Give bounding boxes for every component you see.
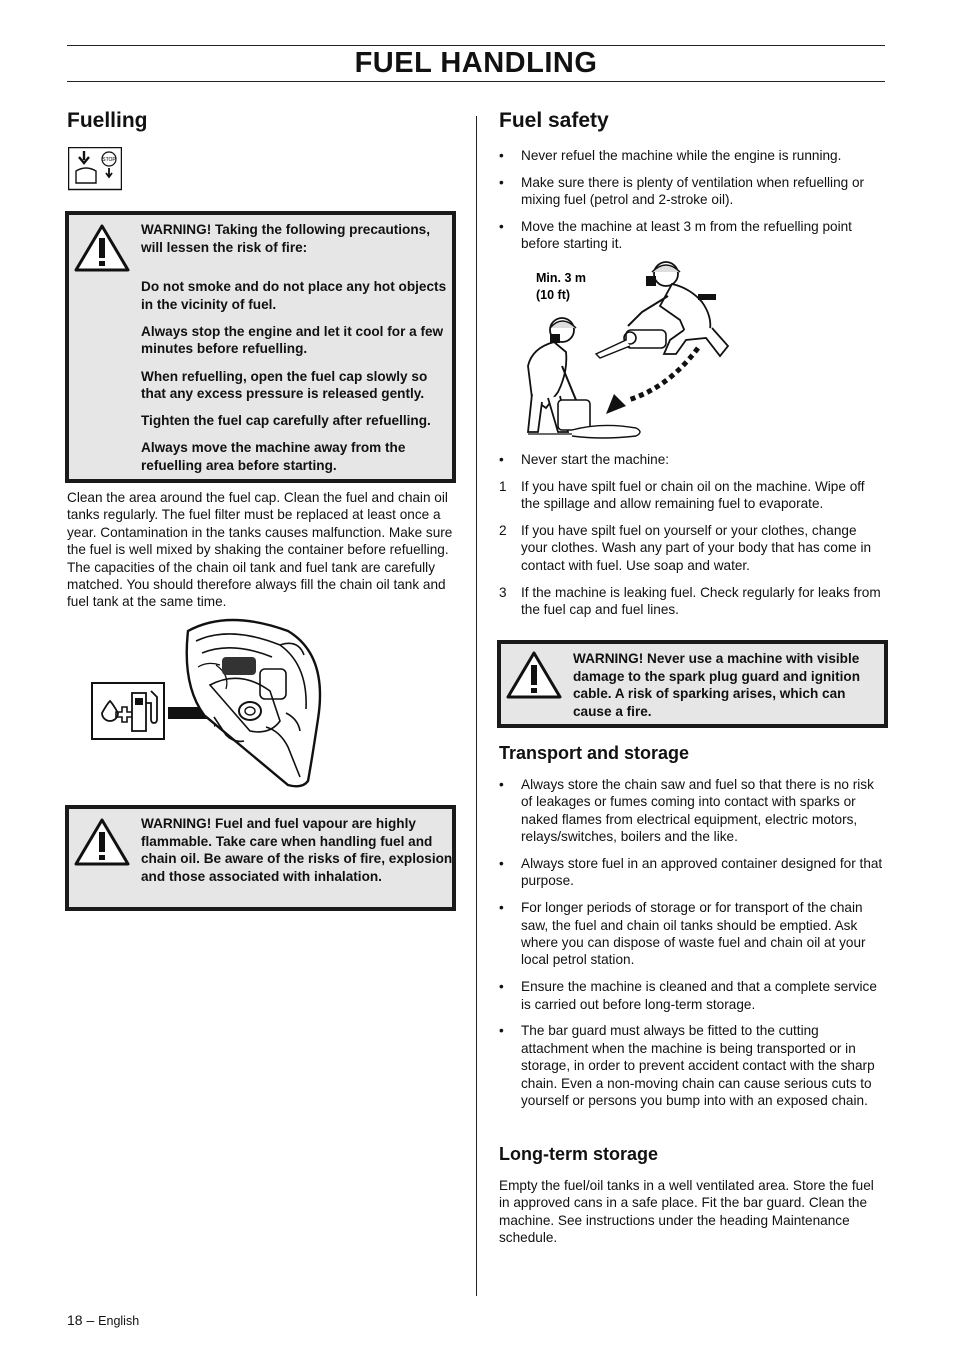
list-number: 2 — [499, 523, 507, 538]
bullet-marker: • — [499, 452, 504, 467]
bullet-marker: • — [499, 856, 504, 872]
list-item: 1 If you have spilt fuel or chain oil on the machine. Wipe off the spillage and allow remaining fuel to evaporate. — [499, 478, 865, 512]
list-item: • Never start the machine: — [499, 452, 670, 467]
list-item: • The bar guard must always be fitted to the cutting attachment when the machine is being transported or in storage, in order to prevent accident contact with the sharp chain. Even a non-moving chain can cause serious cuts to yourself or persons you bump into with an exposed chain. — [499, 1023, 875, 1109]
fuelling-heading: Fuelling — [67, 109, 148, 132]
list-item: 2 If you have spilt fuel on yourself or your clothes, change your clothes. Wash any part of your body that has come in contact with fuel. Use soap and water. — [499, 523, 872, 573]
bullet-marker: • — [499, 148, 504, 163]
footer-dash: – — [86, 1312, 95, 1328]
warning1-line-4: When refuelling, open the fuel cap slowly so that any excess pressure is released gently. — [141, 368, 428, 402]
header-bottom-rule — [67, 81, 885, 82]
page-footer — [67, 1311, 139, 1330]
warning1-line-1: WARNING! Taking the following precautions, will lessen the risk of fire: — [141, 222, 430, 255]
bullet-marker: • — [499, 174, 504, 190]
warning-triangle-icon — [73, 817, 131, 867]
stop-symbol-text: STOP — [102, 157, 116, 163]
long-term-storage-heading: Long-term storage — [499, 1144, 659, 1164]
distance-label-imperial: (10 ft) — [536, 288, 571, 302]
warning-box-fire-precautions — [65, 211, 456, 483]
list-item: • Move the machine at least 3 m from the refuelling point before starting it. — [499, 219, 852, 252]
page-number: 18 — [67, 1312, 83, 1328]
bullet-marker: • — [499, 219, 504, 234]
list-item: • Always store the chain saw and fuel so that there is no risk of leakages or fumes coming into contact with sparks or naked flames from electrical equipment, electric motors, relays/switches, boilers and the like. — [499, 777, 874, 845]
column-divider — [476, 116, 477, 1296]
page-title: FUEL HANDLING — [354, 47, 598, 79]
list-item: • For longer periods of storage or for transport of the chain saw, the fuel and chain oil tanks should be emptied. Ask where you can dispose of waste fuel and chain oil at your local petrol station. — [499, 900, 866, 968]
never-start-list — [499, 451, 885, 628]
distance-label-metric: Min. 3 m — [536, 271, 587, 285]
list-number: 3 — [499, 584, 507, 600]
list-item: • Always store fuel in an approved container designed for that purpose. — [499, 856, 883, 889]
warning-triangle-icon — [73, 223, 131, 273]
warning1-line-6: Always move the machine away from the refuelling area before starting. — [141, 440, 406, 473]
warning1-line-3: Always stop the engine and let it cool for a few minutes before refuelling. — [141, 323, 444, 357]
bullet-marker: • — [499, 1023, 504, 1039]
long-term-storage-paragraph: Empty the fuel/oil tanks in a well ventilated area. Store the fuel in approved cans in a safe place. Fit the bar guard. Clean the machine. See instructions under the heading Maintenance schedule. — [499, 1178, 874, 1246]
list-item: • Ensure the machine is cleaned and that a complete service is carried out before long-term storage. — [499, 979, 877, 1012]
warning-box-flammable — [65, 805, 456, 911]
warning-triangle-icon — [505, 650, 563, 700]
list-item: 3 If the machine is leaking fuel. Check regularly for leaks from the fuel cap and fuel lines. — [499, 584, 881, 618]
transport-storage-heading: Transport and storage — [499, 743, 690, 763]
chainsaw-fuel-tank-illustration — [90, 617, 350, 794]
warning2-text: WARNING! Fuel and fuel vapour are highly flammable. Take care when handling fuel and chain oil. Be aware of the risks of fire, explosion and those associated with inhalation. — [141, 816, 453, 884]
min-distance-illustration — [518, 258, 742, 447]
fuel-safety-heading: Fuel safety — [499, 109, 609, 132]
warning-box-spark-plug — [497, 640, 888, 728]
bullet-marker: • — [499, 979, 504, 995]
list-number: 1 — [499, 478, 507, 494]
refuel-stop-icon — [68, 147, 122, 196]
warning3-text: WARNING! Never use a machine with visible damage to the spark plug guard and ignition cable. A risk of sparking arises, which can cause a fire. — [573, 651, 860, 719]
warning1-line-2: Do not smoke and do not place any hot objects in the vicinity of fuel. — [141, 279, 447, 312]
bullet-marker: • — [499, 777, 504, 792]
bullet-marker: • — [499, 900, 504, 916]
fuelling-paragraph: Clean the area around the fuel cap. Clean the fuel and chain oil tanks regularly. The fuel filter must be replaced at least once a year. Contamination in the tanks causes malfunction. Make sure the fuel is well mixed by shaking the container before refuelling. The capacities of the chain oil tank and fuel tank are carefully matched. You should therefore always fill the chain oil tank and fuel tank at the same time. — [67, 490, 453, 610]
transport-storage-list — [499, 776, 885, 1119]
footer-language: English — [98, 1314, 140, 1328]
fuel-safety-list — [499, 147, 885, 262]
list-item: • Make sure there is plenty of ventilation when refuelling or mixing fuel (petrol and 2-stroke oil). — [499, 174, 865, 208]
list-item: • Never refuel the machine while the engine is running. — [499, 148, 842, 163]
warning1-line-5: Tighten the fuel cap carefully after refuelling. — [141, 413, 431, 429]
